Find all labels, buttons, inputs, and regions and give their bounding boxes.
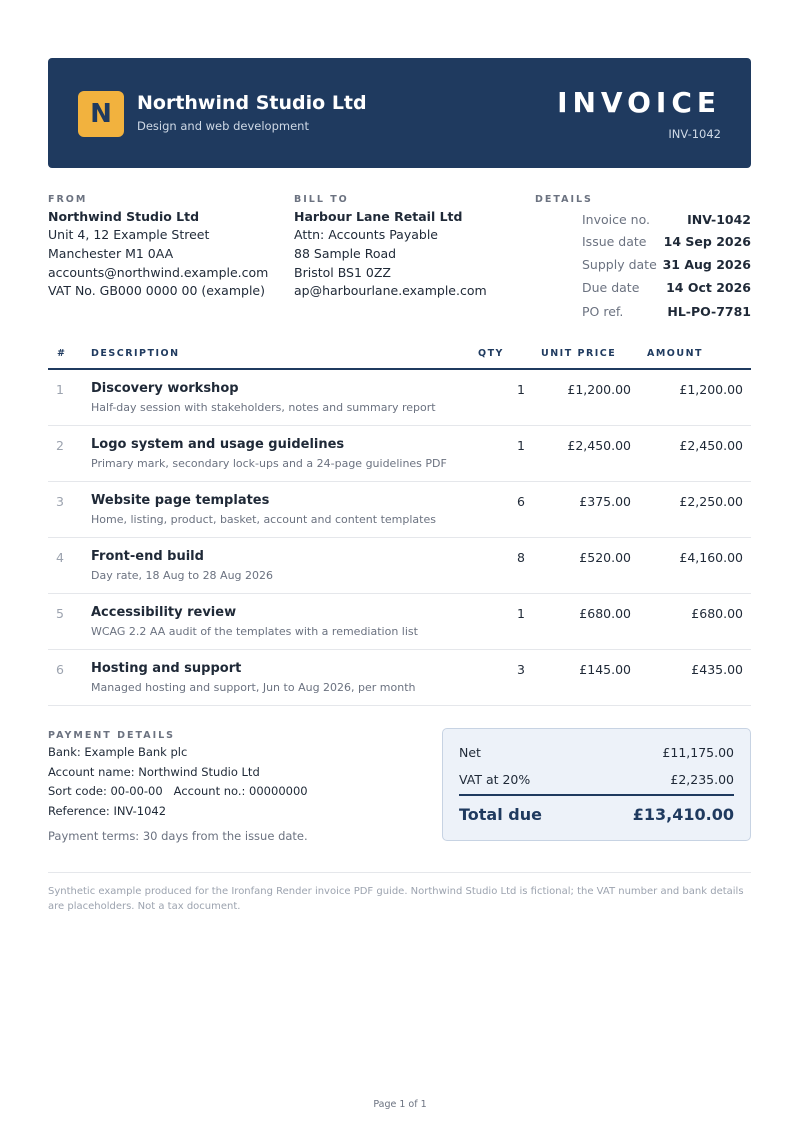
detail-value: 14 Sep 2026: [663, 234, 751, 250]
payment-reference: Reference: INV-1042: [48, 804, 167, 819]
item-qty: 3: [517, 662, 525, 677]
invoice-header: [48, 58, 751, 168]
bill-to-email: ap@harbourlane.example.com: [294, 283, 487, 299]
column-header-unit-price: UNIT PRICE: [541, 348, 617, 359]
item-description: Home, listing, product, basket, account and content templates: [91, 513, 436, 526]
bill-to-line: Bristol BS1 0ZZ: [294, 264, 391, 280]
item-title: Hosting and support: [91, 661, 242, 676]
total-due-row: [459, 805, 734, 824]
column-header-number: #: [57, 348, 67, 359]
from-line: Manchester M1 0AA: [48, 245, 174, 261]
payment-details-label: PAYMENT DETAILS: [48, 730, 175, 741]
payment-bank: Bank: Example Bank plc: [48, 745, 188, 759]
from-section: [48, 194, 268, 301]
page-number: Page 1 of 1: [373, 1099, 427, 1110]
detail-value: HL-PO-7781: [667, 304, 751, 320]
vat-label: VAT at 20%: [459, 772, 531, 787]
row-number: 3: [56, 494, 64, 509]
item-qty: 1: [517, 382, 525, 397]
row-number: 1: [56, 382, 64, 397]
from-line: Unit 4, 12 Example Street: [48, 227, 210, 242]
net-label: Net: [459, 745, 481, 760]
item-title: Website page templates: [91, 493, 270, 508]
totals-divider: [459, 794, 734, 796]
item-unit-price: £520.00: [579, 550, 631, 565]
detail-value: INV-1042: [687, 211, 751, 227]
bill-to-line: 88 Sample Road: [294, 245, 397, 261]
item-qty: 6: [517, 494, 525, 509]
column-header-amount: AMOUNT: [647, 348, 704, 359]
invoice-title: INVOICE: [557, 86, 721, 119]
detail-row-issue-date: [582, 231, 751, 254]
item-description: Managed hosting and support, Jun to Aug 2026, per month: [91, 681, 416, 694]
item-description: Primary mark, secondary lock-ups and a 24-page guidelines PDF: [91, 457, 447, 470]
item-amount: £1,200.00: [679, 382, 743, 397]
net-row: [459, 745, 734, 760]
detail-row-due-date: [582, 276, 751, 299]
detail-value: 14 Oct 2026: [666, 279, 751, 295]
net-value: £11,175.00: [662, 745, 734, 760]
bill-to-label: BILL TO: [294, 194, 349, 205]
company-logo: N: [78, 91, 124, 137]
total-due-label: Total due: [459, 805, 542, 824]
table-row: [48, 594, 751, 650]
bill-to-section: [294, 194, 487, 301]
from-label: FROM: [48, 194, 88, 205]
item-amount: £680.00: [691, 606, 743, 621]
vat-row: [459, 772, 734, 787]
table-row: [48, 538, 751, 594]
totals-box: [442, 728, 751, 841]
detail-label: Invoice no.: [582, 211, 650, 227]
item-unit-price: £1,200.00: [567, 382, 631, 397]
from-name: Northwind Studio Ltd: [48, 209, 200, 224]
item-amount: £435.00: [691, 662, 743, 677]
details-list: [582, 208, 751, 323]
invoice-number: INV-1042: [668, 127, 721, 141]
item-description: Half-day session with stakeholders, notes and summary report: [91, 401, 436, 414]
total-due-value: £13,410.00: [632, 805, 734, 824]
item-unit-price: £2,450.00: [567, 438, 631, 453]
payment-details: [48, 730, 308, 843]
detail-row-supply-date: [582, 253, 751, 276]
item-amount: £2,250.00: [679, 494, 743, 509]
item-title: Accessibility review: [91, 605, 237, 620]
item-title: Discovery workshop: [91, 381, 239, 396]
detail-value: 31 Aug 2026: [662, 256, 751, 272]
table-row: [48, 426, 751, 482]
row-number: 5: [56, 606, 64, 621]
item-description: WCAG 2.2 AA audit of the templates with a remediation list: [91, 625, 418, 638]
table-row: [48, 650, 751, 706]
detail-row-invoice-no: [582, 208, 751, 231]
bill-to-name: Harbour Lane Retail Ltd: [294, 209, 463, 224]
item-title: Logo system and usage guidelines: [91, 437, 345, 452]
company-name: Northwind Studio Ltd: [137, 92, 367, 114]
item-unit-price: £680.00: [579, 606, 631, 621]
item-description: Day rate, 18 Aug to 28 Aug 2026: [91, 569, 274, 582]
footer-note: Synthetic example produced for the Ironfang Render invoice PDF guide. Northwind Studio Ltd is fictional; the VAT number and bank details are placeholders. Not a tax document.: [48, 872, 751, 914]
table-header: [48, 338, 751, 370]
detail-label: PO ref.: [582, 304, 624, 320]
column-header-qty: QTY: [478, 348, 504, 359]
company-tagline: Design and web development: [137, 119, 309, 133]
row-number: 6: [56, 662, 64, 677]
item-qty: 1: [517, 438, 525, 453]
payment-terms: Payment terms: 30 days from the issue date.: [48, 828, 308, 843]
detail-label: Supply date: [582, 256, 657, 272]
vat-value: £2,235.00: [670, 772, 734, 787]
details-label: DETAILS: [535, 194, 593, 205]
item-title: Front-end build: [91, 549, 204, 564]
item-amount: £4,160.00: [679, 550, 743, 565]
column-header-description: DESCRIPTION: [91, 348, 180, 359]
item-amount: £2,450.00: [679, 438, 743, 453]
item-unit-price: £375.00: [579, 494, 631, 509]
table-row: [48, 370, 751, 426]
item-qty: 1: [517, 606, 525, 621]
detail-label: Due date: [582, 279, 640, 295]
detail-label: Issue date: [582, 234, 647, 250]
row-number: 2: [56, 438, 64, 453]
table-row: [48, 482, 751, 538]
detail-row-po-ref: [582, 300, 751, 323]
from-email: accounts@northwind.example.com: [48, 264, 269, 280]
item-unit-price: £145.00: [579, 662, 631, 677]
payment-account-name: Account name: Northwind Studio Ltd: [48, 764, 260, 779]
row-number: 4: [56, 550, 64, 565]
bill-to-line: Attn: Accounts Payable: [294, 227, 438, 242]
from-vat: VAT No. GB000 0000 00 (example): [48, 283, 265, 299]
line-items-table: [48, 338, 751, 706]
item-qty: 8: [517, 550, 525, 565]
payment-sort-code: Sort code: 00-00-00 Account no.: 00000000: [48, 784, 308, 799]
